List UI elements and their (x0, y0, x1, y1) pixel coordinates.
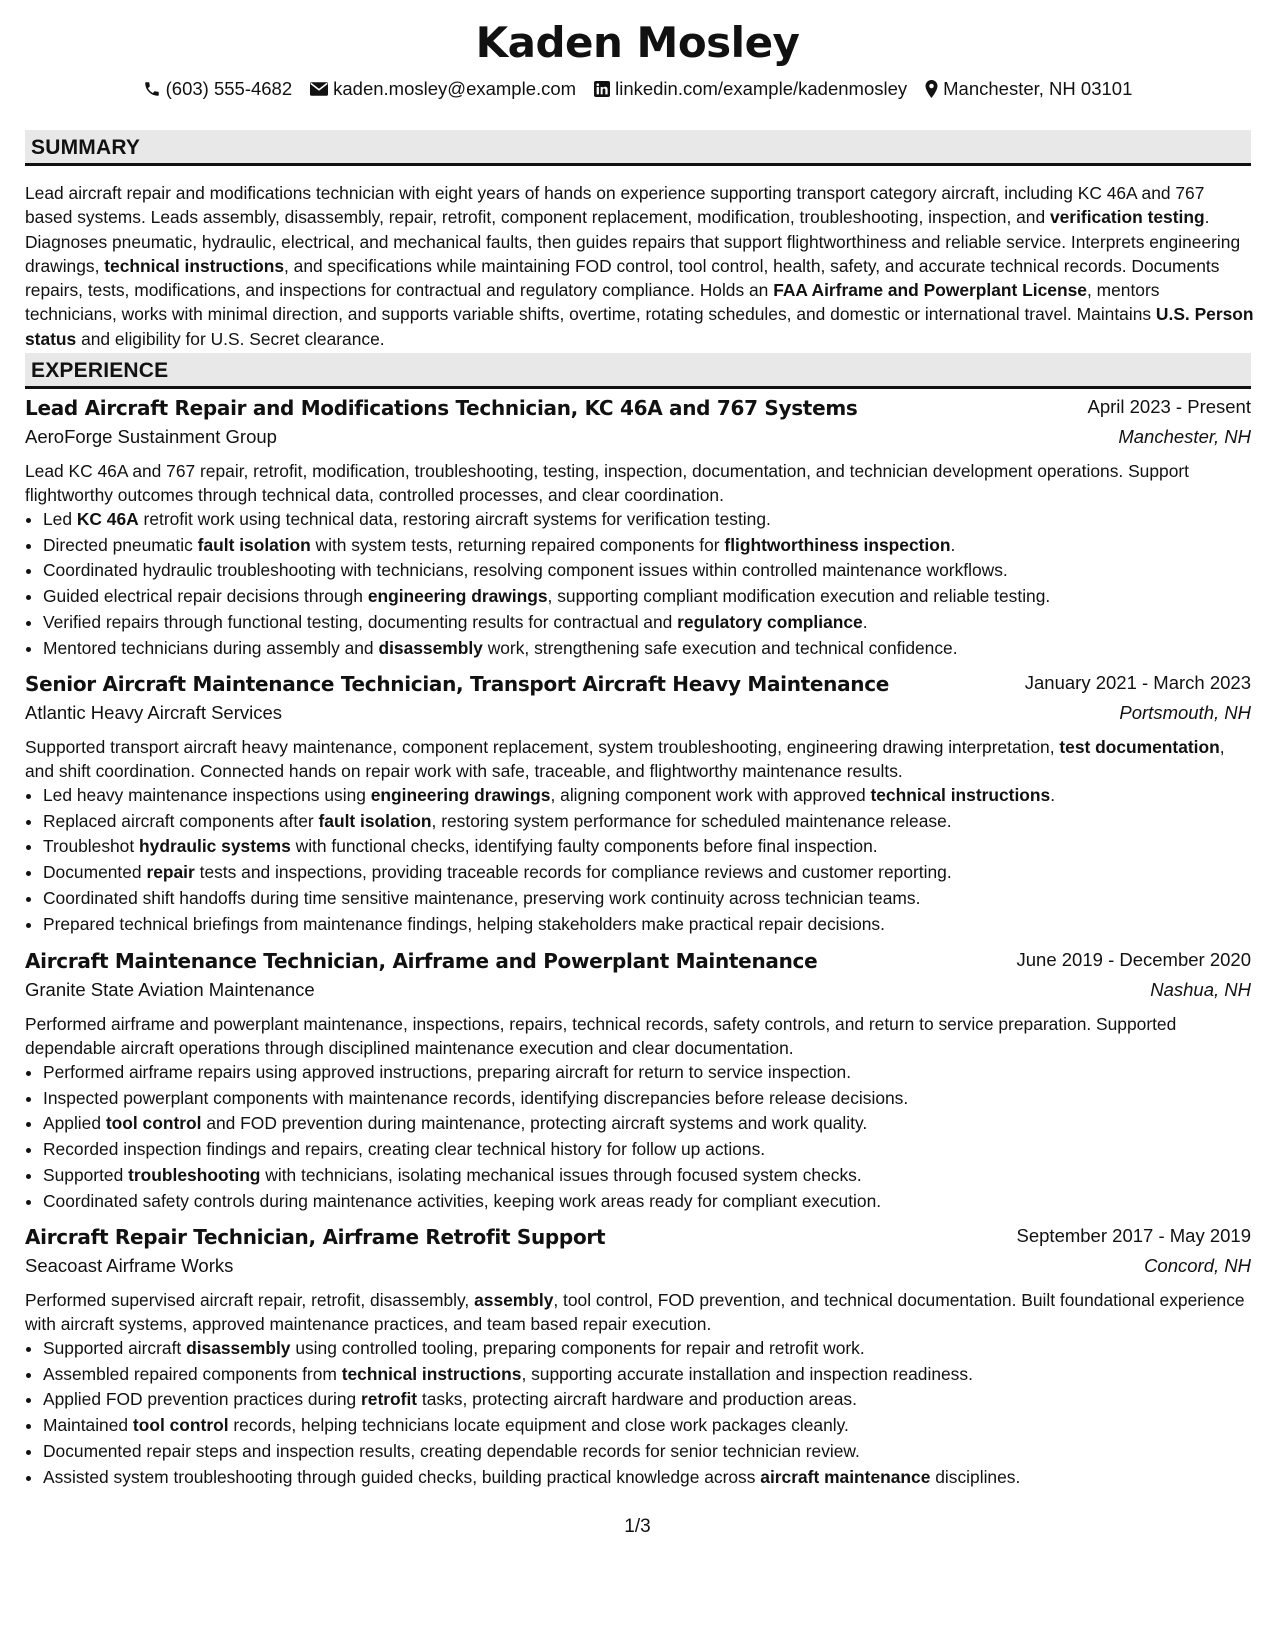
text-run: Mentored technicians during assembly and (43, 637, 379, 658)
text-run: tasks, protecting aircraft hardware and production areas. (417, 1389, 857, 1410)
job-location: Portsmouth, NH (1119, 702, 1251, 723)
text-run: , supporting compliant modification execution and reliable testing. (547, 586, 1051, 607)
bullet-item (43, 1336, 1251, 1362)
contact-bar (0, 78, 1275, 100)
emphasis-text: U.S. Person status (25, 304, 1254, 349)
text-run: Coordinated shift handoffs during time sensitive maintenance, preserving work continuity across technician teams. (43, 887, 921, 908)
text-run: retrofit work using technical data, restoring aircraft systems for verification testing. (138, 509, 771, 529)
job-description (25, 1012, 1251, 1060)
text-run: , and specifications while maintaining FOD control, tool control, health, safety, and accurate technical records. Documents repairs, tests, modifications, and inspections for contractual and regulatory compliance. Holds an (25, 255, 1220, 301)
text-run: , restoring system performance for scheduled maintenance release. (431, 810, 952, 831)
text-run: Inspected powerplant components with maintenance records, identifying discrepancies before release decisions. (43, 1087, 909, 1108)
bullet-item (43, 1413, 1251, 1439)
emphasis-text: tool control (105, 1113, 202, 1134)
bullet-item (43, 1439, 1251, 1465)
job-description (25, 735, 1251, 783)
page-number: 1/3 (624, 1516, 651, 1537)
emphasis-text: repair (146, 862, 195, 883)
section-title: EXPERIENCE (31, 359, 169, 382)
text-run: Performed airframe and powerplant maintenance, inspections, repairs, technical records, safety controls, and return to service preparation. Supported dependable aircraft operations through disciplined maintenance execution and clear documentation. (25, 1014, 1177, 1058)
emphasis-text: fault isolation (318, 810, 432, 831)
linkedin-link[interactable]: linkedin.com/example/kadenmosley (615, 78, 908, 99)
emphasis-text: disassembly (186, 1338, 291, 1358)
bullet-list (25, 507, 1251, 661)
text-run: , tool control, FOD prevention, and technical documentation. Built foundational experience with aircraft systems, approved maintenance practices, and team based repair execution. (25, 1290, 1245, 1334)
map-pin-icon (925, 80, 938, 98)
text-run: with system tests, returning repaired components for (310, 534, 725, 555)
candidate-name: Kaden Mosley (475, 18, 800, 67)
text-run: , aligning component work with approved (550, 785, 871, 805)
job-description (25, 459, 1251, 507)
envelope-icon (310, 82, 328, 96)
text-run: . (950, 534, 956, 555)
text-run: with functional checks, identifying faulty components before final inspection. (290, 836, 878, 857)
bullet-item (43, 507, 1251, 533)
bullet-item (43, 558, 1251, 584)
bullet-list (25, 1060, 1251, 1214)
emphasis-text: verification testing (1049, 207, 1205, 228)
text-run: Verified repairs through functional testing, documenting results for contractual and (43, 611, 678, 632)
text-run: Led heavy maintenance inspections using (43, 785, 371, 805)
bullet-item (43, 610, 1251, 636)
bullet-item (43, 1189, 1251, 1215)
bullet-item (43, 1362, 1251, 1388)
text-run: Directed pneumatic (43, 534, 198, 555)
emphasis-text: aircraft maintenance (760, 1466, 931, 1487)
bullet-item (43, 1137, 1251, 1163)
text-run: Guided electrical repair decisions through (43, 586, 368, 607)
contact-phone (143, 78, 293, 100)
company-name: Seacoast Airframe Works (25, 1255, 234, 1276)
text-run: . Diagnoses pneumatic, hydraulic, electrical, and mechanical faults, then guides repairs that support flightworthiness and reliable service. Interprets engineering drawings, (25, 207, 1241, 276)
text-run: , and shift coordination. Connected hands on repair work with safe, traceable, and flightworthy maintenance results. (25, 737, 1225, 781)
contact-email[interactable] (310, 78, 576, 100)
text-run: Applied FOD prevention practices during (43, 1389, 362, 1410)
bullet-item (43, 1163, 1251, 1189)
job-title: Lead Aircraft Repair and Modifications Technician, KC 46A and 767 Systems (25, 396, 858, 420)
text-run: Supported transport aircraft heavy maintenance, component replacement, system troubleshooting, engineering drawing interpretation, (25, 737, 1060, 757)
text-run: Assembled repaired components from (43, 1363, 342, 1384)
emphasis-text: regulatory compliance (677, 611, 863, 632)
text-run: Assisted system troubleshooting through guided checks, building practical knowledge across (43, 1466, 761, 1487)
bullet-item (43, 1387, 1251, 1413)
emphasis-text: technical instructions (870, 785, 1051, 805)
emphasis-text: assembly (474, 1290, 554, 1310)
emphasis-text: FAA Airframe and Powerplant License (773, 280, 1087, 301)
text-run: Coordinated hydraulic troubleshooting with technicians, resolving component issues within controlled maintenance workflows. (43, 560, 1008, 581)
text-run: Led (43, 509, 77, 529)
text-run: work, strengthening safe execution and technical confidence. (482, 637, 958, 658)
text-run: Recorded inspection findings and repairs, creating clear technical history for follow up actions. (43, 1139, 766, 1160)
summary-text (25, 181, 1255, 351)
text-run: Lead aircraft repair and modifications technician with eight years of hands on experience supporting transport category aircraft, including KC 46A and 767 based systems. Leads assembly, disassembly, repair, retrofit, component replacement, modification, troubleshooting, inspection, and (25, 183, 1205, 228)
text-run: disciplines. (930, 1466, 1021, 1487)
text-run: and FOD prevention during maintenance, protecting aircraft systems and work quality. (201, 1113, 868, 1134)
text-run: Replaced aircraft components after (43, 810, 319, 831)
bullet-item (43, 636, 1251, 662)
emphasis-text: hydraulic systems (139, 836, 291, 857)
job-entry (25, 1225, 1251, 1490)
text-run: Applied (43, 1113, 106, 1134)
job-description (25, 1288, 1251, 1336)
job-dates: June 2019 - December 2020 (1016, 949, 1251, 970)
text-run: Documented (43, 862, 147, 883)
bullet-item (43, 1060, 1251, 1086)
experience-section-header (25, 353, 1251, 389)
bullet-item (43, 783, 1251, 809)
emphasis-text: troubleshooting (128, 1164, 261, 1185)
summary-section-header (25, 130, 1251, 166)
text-run: Maintained (43, 1415, 133, 1436)
job-title: Senior Aircraft Maintenance Technician, Transport Aircraft Heavy Maintenance (25, 672, 890, 696)
text-run: Troubleshot (43, 836, 140, 857)
text-run: with technicians, isolating mechanical issues through focused system checks. (260, 1164, 862, 1185)
bullet-item (43, 834, 1251, 860)
text-run: , mentors technicians, works with minimal direction, and supports variable shifts, overtime, rotating schedules, and domestic or international travel. Maintains (25, 280, 1160, 325)
text-run: Lead KC 46A and 767 repair, retrofit, modification, troubleshooting, testing, inspection, documentation, and technician development operations. Support flightworthy outcomes through technical data, controlled processes, and clear coordination. (25, 461, 1189, 505)
company-name: AeroForge Sustainment Group (25, 426, 277, 447)
contact-linkedin[interactable] (594, 78, 907, 100)
job-location: Concord, NH (1144, 1255, 1251, 1276)
emphasis-text: technical instructions (104, 255, 285, 276)
job-title: Aircraft Repair Technician, Airframe Retrofit Support (25, 1225, 606, 1249)
bullet-item (43, 1086, 1251, 1112)
location-text: Manchester, NH 03101 (943, 78, 1133, 99)
text-run: . (862, 611, 868, 632)
emphasis-text: flightworthiness inspection (724, 534, 951, 555)
text-run: Supported (43, 1164, 129, 1185)
bullet-list (25, 1336, 1251, 1490)
text-run: and eligibility for U.S. Secret clearance. (76, 328, 385, 349)
bullet-list (25, 783, 1251, 937)
text-run: . (1050, 785, 1056, 805)
text-run: , supporting accurate installation and inspection readiness. (521, 1363, 973, 1384)
text-run: using controlled tooling, preparing components for repair and retrofit work. (290, 1338, 865, 1358)
emphasis-text: retrofit (361, 1389, 418, 1410)
text-run: Prepared technical briefings from maintenance findings, helping stakeholders make practical repair decisions. (43, 913, 885, 934)
job-location: Nashua, NH (1150, 979, 1251, 1000)
phone-icon (143, 80, 161, 98)
text-run: Coordinated safety controls during maintenance activities, keeping work areas ready for compliant execution. (43, 1190, 882, 1211)
contact-location (925, 78, 1132, 100)
emphasis-text: tool control (132, 1415, 229, 1436)
bullet-item (43, 809, 1251, 835)
job-entry (25, 949, 1251, 1214)
bullet-item (43, 533, 1251, 559)
emphasis-text: test documentation (1059, 737, 1220, 757)
bullet-item (43, 1111, 1251, 1137)
text-run: records, helping technicians locate equipment and close work packages cleanly. (228, 1415, 849, 1436)
emphasis-text: engineering drawings (370, 785, 551, 805)
text-run: Supported aircraft (43, 1338, 187, 1358)
text-run: Performed supervised aircraft repair, retrofit, disassembly, (25, 1290, 475, 1310)
bullet-item (43, 886, 1251, 912)
section-title: SUMMARY (31, 136, 141, 159)
bullet-item (43, 1465, 1251, 1491)
phone-text: (603) 555-4682 (165, 78, 293, 99)
emphasis-text: technical instructions (341, 1363, 522, 1384)
email-link[interactable]: kaden.mosley@example.com (333, 78, 577, 99)
text-run: Performed airframe repairs using approved instructions, preparing aircraft for return to service inspection. (43, 1062, 852, 1082)
job-title: Aircraft Maintenance Technician, Airframe and Powerplant Maintenance (25, 949, 818, 973)
company-name: Granite State Aviation Maintenance (25, 979, 315, 1000)
emphasis-text: fault isolation (197, 534, 311, 555)
bullet-item (43, 912, 1251, 938)
text-run: tests and inspections, providing traceable records for compliance reviews and customer reporting. (194, 862, 952, 883)
job-location: Manchester, NH (1118, 426, 1251, 447)
job-entry (25, 672, 1251, 937)
emphasis-text: engineering drawings (367, 586, 548, 607)
bullet-item (43, 860, 1251, 886)
linkedin-icon (594, 81, 610, 97)
emphasis-text: disassembly (378, 637, 483, 658)
emphasis-text: KC 46A (76, 509, 139, 529)
job-dates: September 2017 - May 2019 (1016, 1225, 1251, 1246)
job-entry (25, 396, 1251, 661)
job-dates: April 2023 - Present (1087, 396, 1251, 417)
job-dates: January 2021 - March 2023 (1024, 672, 1251, 693)
bullet-item (43, 584, 1251, 610)
company-name: Atlantic Heavy Aircraft Services (25, 702, 283, 723)
text-run: Documented repair steps and inspection results, creating dependable records for senior technician review. (43, 1440, 860, 1461)
